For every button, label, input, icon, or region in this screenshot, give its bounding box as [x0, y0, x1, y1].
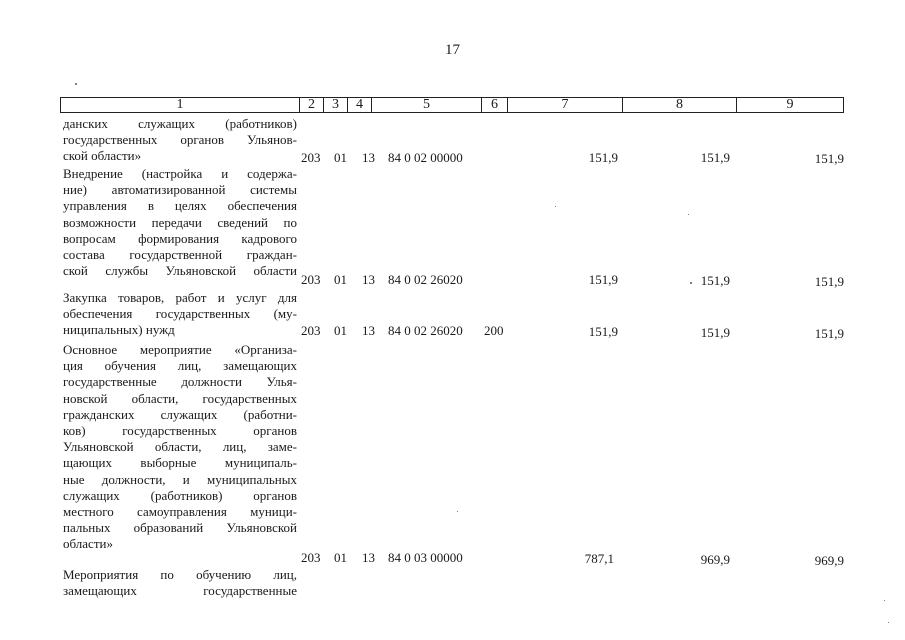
description-line: области» [63, 536, 113, 552]
description-line: пальных образований Ульяновской [63, 520, 297, 536]
cell-value-7: 787,1 [584, 551, 614, 566]
header-col-3: 3 [324, 98, 348, 112]
cell-pr: 13 [362, 323, 375, 338]
row-description [63, 116, 297, 165]
cell-pr: 13 [362, 550, 375, 565]
cell-value-8: 151,9 [700, 273, 730, 288]
scan-speck [690, 282, 692, 284]
cell-vr: 200 [484, 323, 504, 338]
cell-value-9: 969,9 [814, 553, 844, 568]
description-line: ние) автоматизированной системы [63, 182, 297, 198]
description-line: управления в целях обеспечения [63, 198, 297, 214]
scan-speck [457, 511, 458, 512]
cell-kvsr: 203 [301, 150, 321, 165]
cell-value-8: 151,9 [700, 150, 730, 165]
cell-value-9: 151,9 [814, 274, 844, 289]
description-line: новской области, государственных [63, 390, 297, 406]
description-line: замещающих государственные [63, 583, 297, 599]
cell-value-9: 151,9 [814, 151, 844, 166]
scan-speck [75, 83, 77, 85]
cell-csr: 84 0 02 26020 [388, 272, 463, 287]
description-line: ниципальных) нужд [63, 322, 175, 338]
description-line: ные должности, и муниципальных [63, 471, 297, 487]
description-line: Мероприятия по обучению лиц, [63, 567, 297, 582]
row-description [63, 567, 297, 599]
description-line: Внедрение (настройка и содержа- [63, 166, 297, 181]
cell-csr: 84 0 02 26020 [388, 323, 463, 338]
description-line: местного самоуправления муници- [63, 503, 297, 519]
scan-speck [884, 600, 885, 601]
description-line: ской области» [63, 148, 142, 164]
cell-kvsr: 203 [301, 323, 321, 338]
cell-rz: 01 [334, 550, 347, 565]
cell-pr: 13 [362, 150, 375, 165]
description-line: щающих выборные муниципаль- [63, 455, 297, 471]
header-col-2: 2 [300, 98, 324, 112]
scan-speck [555, 206, 556, 207]
table-header [60, 97, 844, 113]
description-line: гражданских служащих (работни- [63, 406, 297, 422]
cell-value-7: 151,9 [588, 272, 618, 287]
header-col-8: 8 [623, 98, 737, 112]
cell-rz: 01 [334, 323, 347, 338]
scan-speck [888, 622, 889, 623]
description-line: ция обучения лиц, замещающих [63, 358, 297, 374]
description-line: Основное мероприятие «Организа- [63, 342, 297, 357]
description-line: ков) государственных органов [63, 422, 297, 438]
cell-csr: 84 0 03 00000 [388, 550, 463, 565]
header-col-9: 9 [786, 97, 794, 112]
description-line: Закупка товаров, работ и услуг для [63, 290, 297, 305]
cell-kvsr: 203 [301, 272, 321, 287]
header-col-6: 6 [482, 98, 508, 112]
cell-value-8: 969,9 [700, 552, 730, 567]
cell-csr: 84 0 02 00000 [388, 150, 463, 165]
cell-rz: 01 [334, 272, 347, 287]
description-line: ской службы Ульяновской области [63, 263, 297, 279]
description-line: вопросам формирования кадрового [63, 230, 297, 246]
row-description [63, 166, 297, 279]
cell-value-7: 151,9 [588, 324, 618, 339]
header-col-1: 1 [61, 98, 300, 112]
header-col-7: 7 [508, 98, 623, 112]
scan-speck [688, 214, 689, 215]
cell-value-8: 151,9 [700, 325, 730, 340]
page-number: 17 [445, 42, 460, 58]
description-line: государственных органов Ульянов- [63, 132, 297, 148]
description-line: Ульяновской области, лиц, заме- [63, 439, 297, 455]
header-col-4: 4 [348, 98, 372, 112]
description-line: возможности передачи сведений по [63, 214, 297, 230]
cell-rz: 01 [334, 150, 347, 165]
cell-value-9: 151,9 [814, 326, 844, 341]
row-description [63, 290, 297, 339]
description-line: состава государственной граждан- [63, 246, 297, 262]
description-line: данских служащих (работников) [63, 116, 297, 131]
cell-value-7: 151,9 [588, 150, 618, 165]
description-line: государственные должности Улья- [63, 374, 297, 390]
cell-kvsr: 203 [301, 550, 321, 565]
header-col-5: 5 [372, 98, 482, 112]
description-line: обеспечения государственных (му- [63, 306, 297, 322]
cell-pr: 13 [362, 272, 375, 287]
row-description [63, 342, 297, 552]
description-line: служащих (работников) органов [63, 487, 297, 503]
